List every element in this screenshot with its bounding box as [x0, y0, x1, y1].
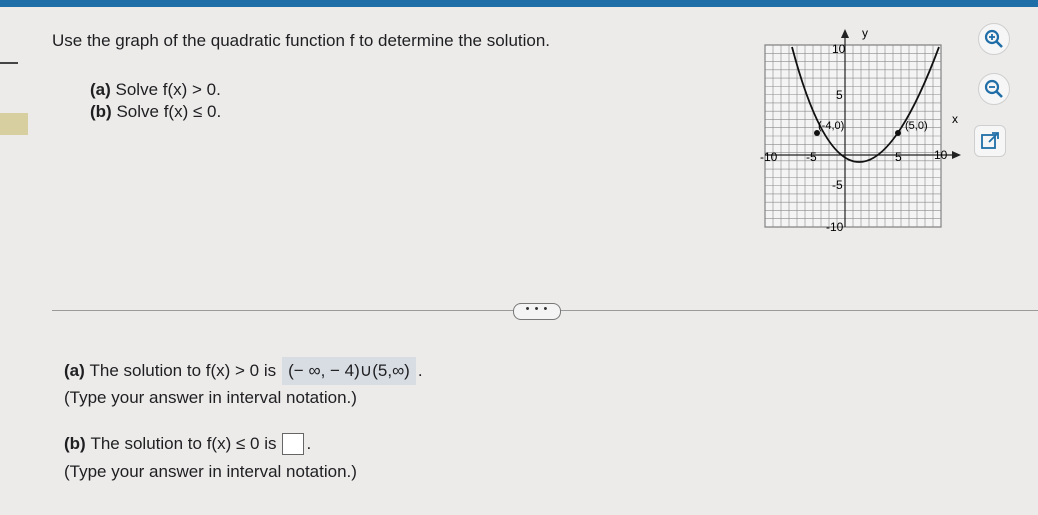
answer-b-prefix: The solution to f(x) ≤ 0 is	[90, 434, 277, 453]
question-part-a	[90, 80, 221, 100]
x-axis-arrow	[952, 151, 961, 159]
zoom-in-button[interactable]	[978, 23, 1010, 55]
root-point-5	[895, 130, 901, 136]
left-edge-highlight	[0, 113, 28, 135]
zoom-in-icon	[984, 29, 1004, 49]
part-b-text: Solve f(x) ≤ 0.	[116, 102, 222, 121]
answer-a	[64, 357, 423, 385]
y-axis-label: y	[862, 26, 868, 40]
tick-x-neg10: -10	[760, 150, 778, 164]
answer-a-input[interactable]: (− ∞, − 4)∪(5,∞)	[282, 357, 416, 385]
popout-button[interactable]	[974, 125, 1006, 157]
tick-y-neg5: -5	[832, 178, 843, 192]
tick-y-10: 10	[832, 42, 846, 56]
popout-icon	[980, 131, 1000, 151]
more-button[interactable]: • • •	[513, 303, 561, 320]
tick-x-5: 5	[895, 150, 902, 164]
answer-a-note: (Type your answer in interval notation.)	[64, 388, 357, 407]
zoom-out-button[interactable]	[978, 73, 1010, 105]
root-label-neg4: (-4,0)	[818, 120, 845, 132]
answer-a-label: (a)	[64, 361, 85, 380]
zoom-out-icon	[984, 79, 1004, 99]
tick-y-5: 5	[836, 88, 843, 102]
top-bar	[0, 0, 1038, 7]
x-axis-label: x	[952, 112, 958, 126]
question-part-b	[90, 102, 221, 122]
part-b-label: (b)	[90, 102, 112, 121]
tick-x-neg5: -5	[806, 150, 817, 164]
left-edge-rule	[0, 62, 18, 64]
answer-a-period: .	[417, 361, 423, 380]
quadratic-graph	[740, 25, 970, 235]
y-axis-arrow	[841, 29, 849, 38]
answer-b	[64, 433, 311, 455]
part-a-label: (a)	[90, 80, 111, 99]
answer-b-period: .	[306, 434, 312, 453]
answer-b-note: (Type your answer in interval notation.)	[64, 462, 357, 481]
question-instruction: Use the graph of the quadratic function f to determine the solution.	[52, 31, 551, 50]
answer-a-prefix: The solution to f(x) > 0 is	[89, 361, 277, 380]
answer-b-label: (b)	[64, 434, 86, 453]
root-label-5: (5,0)	[905, 120, 928, 132]
tick-x-10: 10	[934, 148, 948, 162]
answer-b-input[interactable]	[282, 433, 304, 455]
tick-y-neg10: -10	[826, 220, 844, 234]
part-a-text: Solve f(x) > 0.	[115, 80, 221, 99]
